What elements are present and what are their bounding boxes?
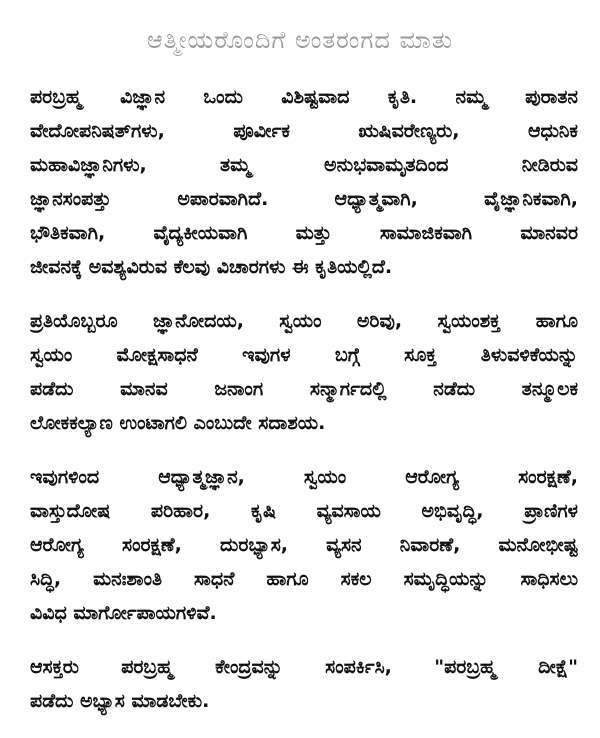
document-body [30, 80, 578, 738]
text-line: ಸಿದ್ಧಿ, ಮನಃಶಾಂತಿ ಸಾಧನೆ ಹಾಗೂ ಸಕಲ ಸಮೃದ್ಧಿಯನ್ನು ಸಾಧಿಸಲು [30, 568, 578, 590]
text-line: ಲೋಕಕಲ್ಯಾಣ ಉಂಟಾಗಲಿ ಎಂಬುದೇ ಸದಾಶಯ. [30, 412, 326, 434]
text-line: ಪರಬ್ರಹ್ಮ ವಿಜ್ಞಾನ ಒಂದು ವಿಶಿಷ್ಟವಾದ ಕೃತಿ. ನಮ್ಮ ಪುರಾತನ [30, 86, 578, 108]
text-line: ಪಡೆದು ಅಭ್ಯಾಸ ಮಾಡಬೇಕು. [30, 690, 210, 712]
text-line: ಜ್ಞಾನಸಂಪತ್ತು ಅಪಾರವಾಗಿದೆ. ಆಧ್ಯಾತ್ಮವಾಗಿ, ವೈಜ್ಞಾನಿಕವಾಗಿ, [30, 188, 578, 210]
text-line: ವಿವಿಧ ಮಾರ್ಗೋಪಾಯಗಳಿವೆ. [30, 602, 217, 624]
paragraph [30, 460, 578, 630]
page-title: ಆತ್ಮೀಯರೊಂದಿಗೆ ಅಂತರಂಗದ ಮಾತು [146, 26, 454, 54]
text-line: ಭೌತಿಕವಾಗಿ, ವೈದ್ಯಕೀಯವಾಗಿ ಮತ್ತು ಸಾಮಾಜಿಕವಾಗಿ ಮಾನವರ [30, 222, 578, 244]
text-line: ವಾಸ್ತುದೋಷ ಪರಿಹಾರ, ಕೃಷಿ ವ್ಯವಸಾಯ ಅಭಿವೃದ್ಧಿ, ಪ್ರಾಣಿಗಳ [30, 500, 578, 522]
paragraph [30, 80, 578, 284]
text-line: ಪಡೆದು ಮಾನವ ಜನಾಂಗ ಸನ್ಮಾರ್ಗದಲ್ಲಿ ನಡೆದು ತನ್ಮೂಲಕ [30, 378, 578, 400]
text-line: ಇವುಗಳಿಂದ ಆಧ್ಯಾತ್ಮಜ್ಞಾನ, ಸ್ವಯಂ ಆರೋಗ್ಯ ಸಂರಕ್ಷಣೆ, [30, 466, 578, 488]
paragraph [30, 304, 578, 440]
text-line: ಆಸಕ್ತರು ಪರಬ್ರಹ್ಮ ಕೇಂದ್ರವನ್ನು ಸಂಪರ್ಕಿಸಿ, "ಪರಬ್ರಹ್ಮ ದೀಕ್ಷೆ" [30, 656, 578, 678]
paragraph [30, 650, 578, 718]
text-line: ಆರೋಗ್ಯ ಸಂರಕ್ಷಣೆ, ದುರಭ್ಯಾಸ, ವ್ಯಸನ ನಿವಾರಣೆ, ಮನೋಭೀಷ್ಟ [30, 534, 578, 556]
text-line: ಜೀವನಕ್ಕೆ ಅವಶ್ಯವಿರುವ ಕೆಲವು ವಿಚಾರಗಳು ಈ ಕೃತಿಯಲ್ಲಿದೆ. [30, 256, 393, 278]
text-line: ಮಹಾವಿಜ್ಞಾನಿಗಳು, ತಮ್ಮ ಅನುಭವಾಮೃತದಿಂದ ನೀಡಿರುವ [30, 154, 578, 176]
text-line: ಸ್ವಯಂ ಮೋಕ್ಷಸಾಧನೆ ಇವುಗಳ ಬಗ್ಗೆ ಸೂಕ್ತ ತಿಳುವಳಿಕೆಯನ್ನು [30, 344, 578, 366]
text-line: ವೇದೋಪನಿಷತ್‌ಗಳು, ಪೂರ್ವೀಕ ಋಷಿವರೇಣ್ಯರು, ಆಧುನಿಕ [30, 120, 578, 142]
text-line: ಪ್ರತಿಯೊಬ್ಬರೂ ಜ್ಞಾನೋದಯ, ಸ್ವಯಂ ಅರಿವು, ಸ್ವಯಂಶಕ್ತ ಹಾಗೂ [30, 310, 578, 332]
